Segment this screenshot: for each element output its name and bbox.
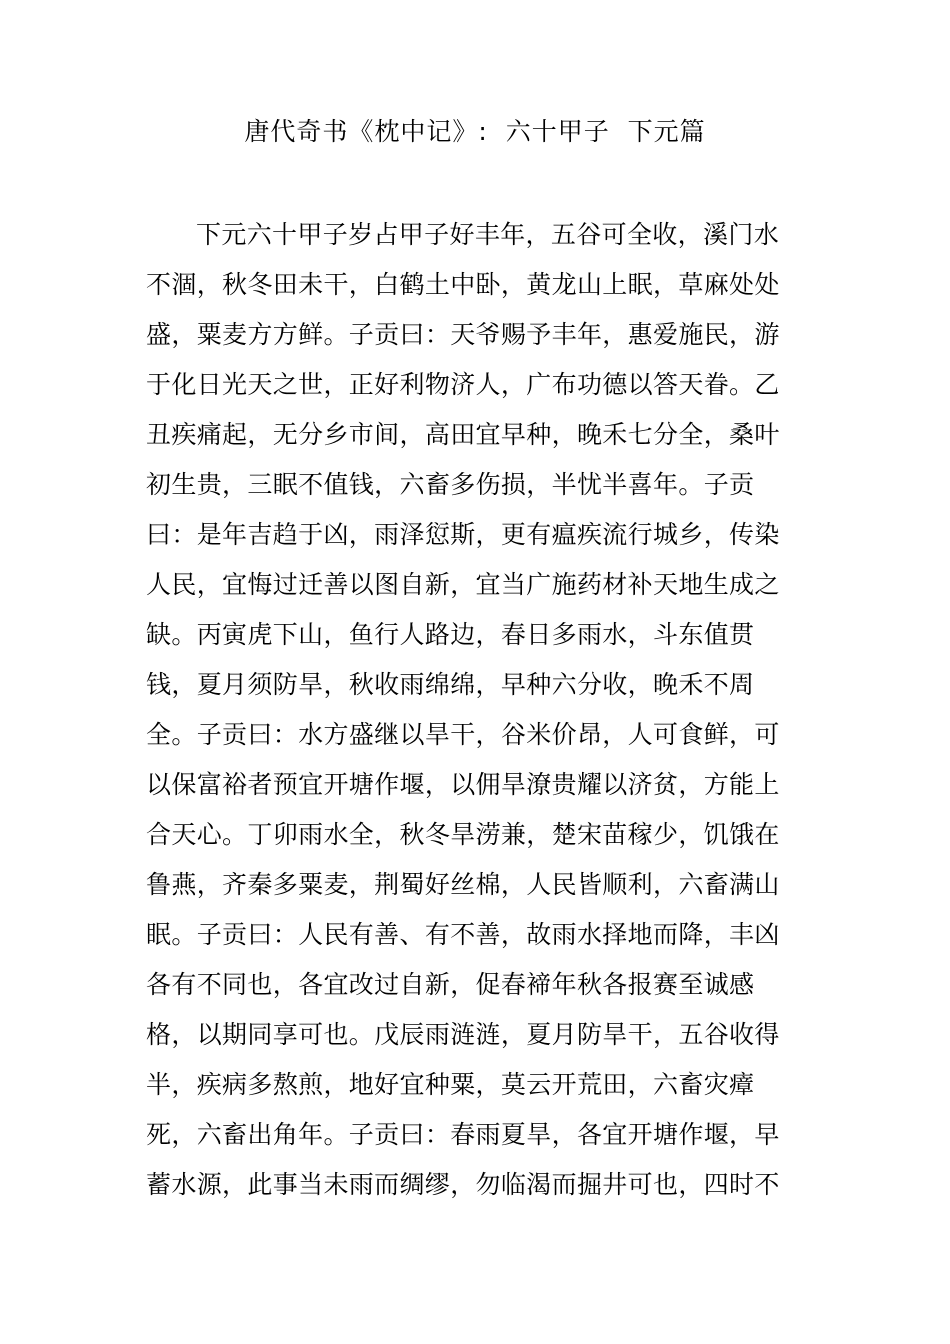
body-paragraph <box>146 210 786 1210</box>
text-line: 钱，夏月须防旱，秋收雨绵绵，早种六分收，晚禾不周 <box>146 670 755 699</box>
page-title: 唐代奇书《枕中记》: 六十甲子 下元篇 <box>244 117 706 146</box>
text-line: 格，以期同享可也。戊辰雨涟涟，夏月防旱干，五谷收得 <box>146 1020 780 1049</box>
text-line: 不涸，秋冬田未干，白鹤土中卧，黄龙山上眠，草麻处处 <box>146 270 780 299</box>
text-line: 鲁燕，齐秦多粟麦，荆蜀好丝棉，人民皆顺利，六畜满山 <box>146 870 780 899</box>
text-line: 半，疾病多熬煎，地好宜种粟，莫云开荒田，六畜灾瘴 <box>146 1070 755 1099</box>
text-line: 全。子贡曰：水方盛继以旱干，谷米价昂，人可食鲜，可 <box>146 720 780 749</box>
text-line: 盛，粟麦方方鲜。子贡曰：天爷赐予丰年，惠爱施民，游 <box>146 320 780 349</box>
text-line: 蓄水源，此事当未雨而绸缪，勿临渴而掘井可也，四时不 <box>146 1170 780 1199</box>
text-line: 曰：是年吉趋于凶，雨泽愆斯，更有瘟疾流行城乡，传染 <box>146 520 780 549</box>
text-line: 缺。丙寅虎下山，鱼行人路边，春日多雨水，斗东值贯 <box>146 620 755 649</box>
text-line: 各有不同也，各宜改过自新，促春褅年秋各报赛至诚感 <box>146 970 755 999</box>
text-line: 合天心。丁卯雨水全，秋冬旱涝兼，楚宋苗稼少，饥饿在 <box>146 820 780 849</box>
text-line: 以保富裕者预宜开塘作堰，以佣旱潦贵耀以济贫，方能上 <box>146 770 780 799</box>
text-line: 死，六畜出角年。子贡曰：春雨夏旱，各宜开塘作堰，早 <box>146 1120 780 1149</box>
text-line: 眠。子贡曰：人民有善、有不善，故雨水择地而降，丰凶 <box>146 920 780 949</box>
text-line: 于化日光天之世，正好利物济人，广布功德以答天眷。乙 <box>146 370 780 399</box>
text-line: 下元六十甲子岁占甲子好丰年，五谷可全收，溪门水 <box>196 220 780 249</box>
text-line: 丑疾痛起，无分乡市间，高田宜早种，晚禾七分全，桑叶 <box>146 420 780 449</box>
text-line: 初生贵，三眠不值钱，六畜多伤损，半忧半喜年。子贡 <box>146 470 755 499</box>
text-line: 人民，宜悔过迁善以图自新，宜当广施药材补天地生成之 <box>146 570 780 599</box>
